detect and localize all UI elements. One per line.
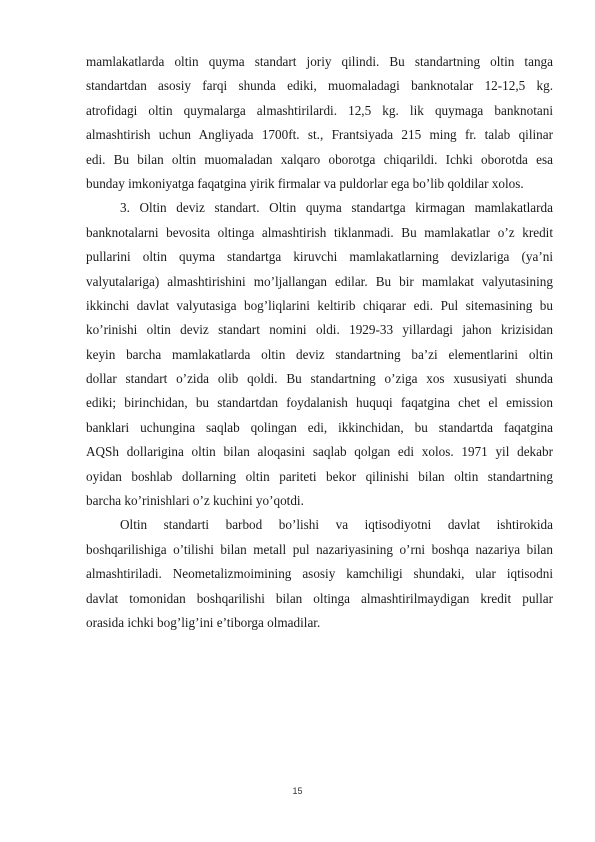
- text-line: ikkinchi davlat valyutasiga bog’liqlarini keltirib chiqarar edi. Pul sitemasining bu: [86, 297, 553, 313]
- text-line: standartdan asosiy farqi shunda ediki, muomaladagi banknotalar 12-12,5 kg.: [86, 78, 553, 94]
- text-line: atrofidagi oltin quymalarga almashtirilardi. 12,5 kg. lik quymaga banknotani: [86, 102, 553, 118]
- text-line: almashtirish uchun Angliyada 1700ft. st., Frantsiyada 215 ming fr. talab qilinar: [86, 127, 553, 143]
- text-line: barcha ko’rinishlari o’z kuchini yo’qotdi.: [86, 493, 304, 509]
- text-line: orasida ichki bog’lig’ini e’tiborga olmadilar.: [86, 614, 321, 630]
- text-line: davlat tomonidan boshqarilishi bilan oltinga almashtirilmaydigan kredit pullar: [86, 590, 553, 606]
- text-line: edi. Bu bilan oltin muomaladan xalqaro oborotga chiqarildi. Ichki oborotda esa: [86, 151, 553, 167]
- text-line: keyin barcha mamlakatlarda oltin deviz standartning ba’zi elementlarini oltin: [86, 346, 553, 362]
- text-line: AQSh dollarigina oltin bilan aloqasini saqlab qolgan edi xolos. 1971 yil dekabr: [86, 444, 553, 460]
- text-line: banklari uchungina saqlab qolingan edi, ikkinchidan, bu standartda faqatgina: [86, 419, 553, 435]
- text-line: pullarini oltin quyma standartga kiruvchi mamlakatlarning devizlariga (ya’ni: [86, 249, 553, 265]
- text-line: almashtiriladi. Neometalizmoimining asosiy kamchiligi shundaki, ular iqtisodni: [86, 566, 553, 582]
- text-line: valyutalariga) almashtirishini mo’ljallangan edilar. Bu bir mamlakat valyutasining: [86, 273, 553, 289]
- text-line: mamlakatlarda oltin quyma standart joriy qilindi. Bu standartning oltin tanga: [86, 54, 553, 69]
- paragraph-first-line: Oltin standarti barbod bo’lishi va iqtisodiyotni davlat ishtirokida: [120, 517, 553, 533]
- paragraph-first-line: 3. Oltin deviz standart. Oltin quyma standartga kirmagan mamlakatlarda: [120, 200, 553, 216]
- text-line: dollar standart o’zida olib qoldi. Bu standartning o’ziga xos xususiyati shunda: [86, 371, 553, 387]
- text-line: bunday imkoniyatga faqatgina yirik firmalar va puldorlar ega bo’lib qoldilar xolos.: [86, 175, 524, 191]
- page-number: 15: [292, 786, 303, 796]
- text-line: boshqarilishiga o’tilishi bilan metall pul nazariyasining o’rni boshqa nazariya bilan: [86, 541, 553, 557]
- text-line: ko’rinishi oltin deviz standart nomini oldi. 1929-33 yillardagi jahon krizisidan: [86, 322, 553, 338]
- text-line: ediki; birinchidan, bu standartdan foydalanish huquqi faqatgina chet el emission: [86, 395, 553, 411]
- text-line: banknotalarni bevosita oltinga almashtirish tiklanmadi. Bu mamlakatlar o’z kredit: [86, 224, 553, 240]
- document-body: [86, 50, 553, 635]
- text-line: oyidan boshlab dollarning oltin pariteti bekor qilinishi bilan oltin standartning: [86, 468, 553, 484]
